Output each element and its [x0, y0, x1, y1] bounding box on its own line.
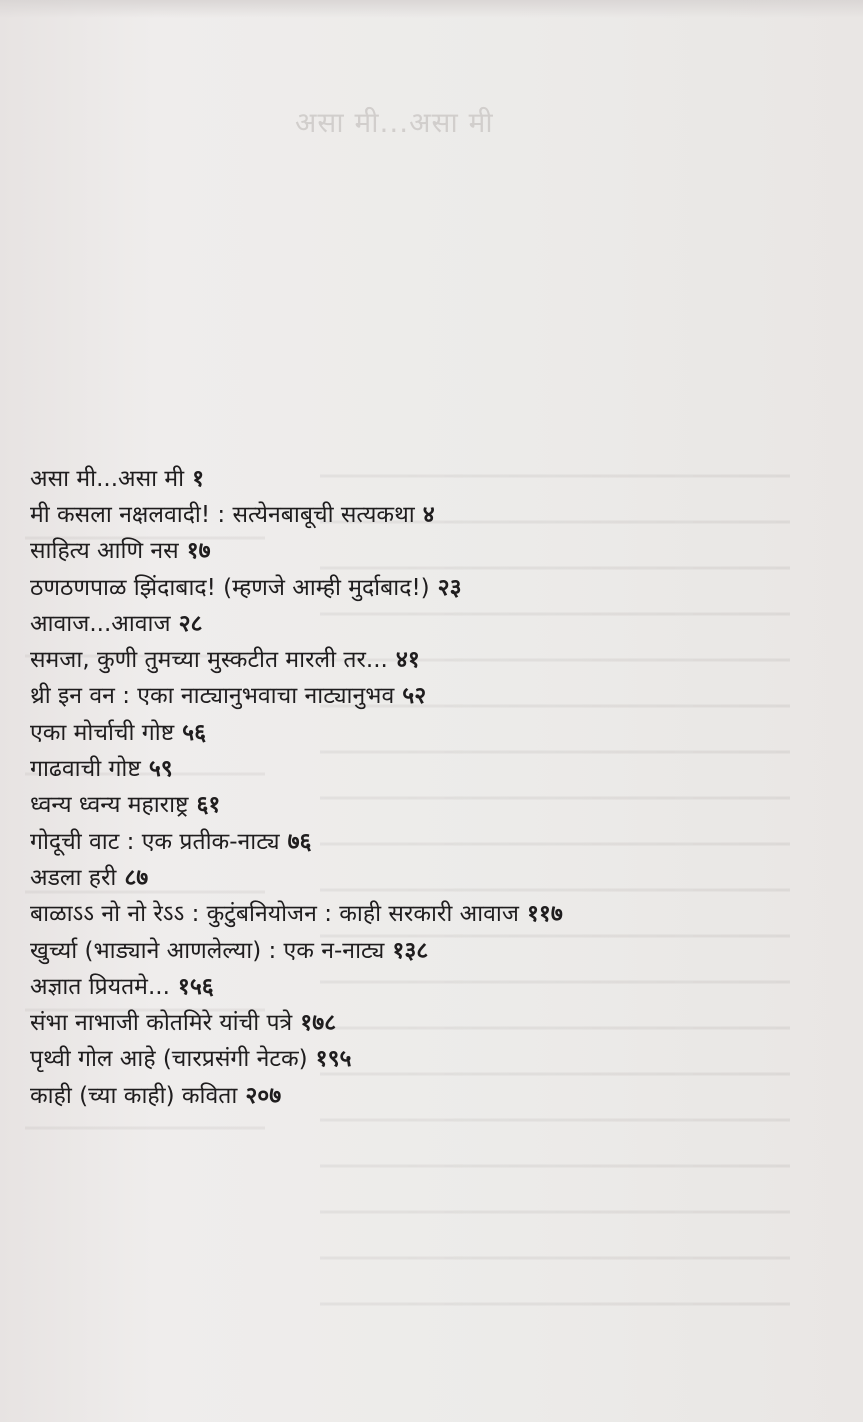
toc-entry-title: बाळाऽऽ नो नो रेऽऽ : कुटुंबनियोजन : काही सरकारी आवाज — [30, 901, 519, 928]
toc-entry — [30, 897, 820, 933]
toc-entry — [30, 824, 820, 860]
toc-entry-title: संभा नाभाजी कोतमिरे यांची पत्रे — [30, 1010, 293, 1037]
toc-entry-title: ठणठणपाळ झिंदाबाद! (म्हणजे आम्ही मुर्दाबाद!) — [30, 574, 430, 601]
toc-entry — [30, 1078, 820, 1114]
toc-entry-title: अडला हरी — [30, 864, 117, 891]
toc-entry-page: १७ — [186, 538, 211, 565]
toc-entry-title: एका मोर्चाची गोष्ट — [30, 719, 175, 746]
toc-entry — [30, 751, 820, 787]
toc-entry — [30, 461, 820, 497]
toc-entry-page: ६१ — [196, 792, 221, 819]
toc-entry-title: गाढवाची गोष्ट — [30, 756, 141, 783]
toc-entry — [30, 497, 820, 533]
toc-entry-title: ध्वन्य ध्वन्य महाराष्ट्र — [30, 792, 189, 819]
toc-entry — [30, 1042, 820, 1078]
toc-entry — [30, 969, 820, 1005]
toc-entry-page: ५६ — [182, 719, 207, 746]
toc-entry-page: १७८ — [300, 1010, 337, 1037]
toc-entry-title: थ्री इन वन : एका नाट्यानुभवाचा नाट्यानुभव — [30, 683, 395, 710]
bleed-through-heading: असा मी...असा मी — [295, 106, 494, 139]
toc-entry-title: अज्ञात प्रियतमे... — [30, 973, 170, 1000]
toc-entry — [30, 788, 820, 824]
toc-entry — [30, 1005, 820, 1041]
toc-entry — [30, 933, 820, 969]
toc-entry — [30, 715, 820, 751]
toc-entry-title: गोदूची वाट : एक प्रतीक-नाट्य — [30, 828, 280, 855]
table-of-contents — [30, 461, 820, 1114]
toc-entry-page: २८ — [178, 610, 203, 637]
toc-entry-title: आवाज...आवाज — [30, 610, 171, 637]
toc-entry-title: पृथ्वी गोल आहे (चारप्रसंगी नेटक) — [30, 1046, 308, 1073]
toc-entry-page: ८७ — [124, 864, 149, 891]
toc-entry — [30, 534, 820, 570]
toc-entry — [30, 570, 820, 606]
toc-entry-page: २०७ — [245, 1082, 282, 1109]
toc-entry-title: साहित्य आणि नस — [30, 538, 179, 565]
toc-entry — [30, 606, 820, 642]
toc-entry-title: असा मी...असा मी — [30, 465, 185, 492]
page-top-shadow — [0, 0, 863, 18]
toc-entry — [30, 642, 820, 678]
toc-entry — [30, 679, 820, 715]
toc-entry-title: मी कसला नक्षलवादी! : सत्येनबाबूची सत्यकथा — [30, 501, 415, 528]
toc-entry-title: समजा, कुणी तुमच्या मुस्कटीत मारली तर... — [30, 647, 388, 674]
toc-entry-page: ५९ — [148, 756, 173, 783]
toc-entry-page: ५२ — [402, 683, 427, 710]
toc-entry-page: ११७ — [526, 901, 563, 928]
toc-entry — [30, 860, 820, 896]
toc-entry-title: काही (च्या काही) कविता — [30, 1082, 238, 1109]
toc-entry-page: ४ — [422, 501, 435, 528]
toc-entry-page: १३८ — [392, 937, 429, 964]
toc-entry-page: १९५ — [315, 1046, 352, 1073]
toc-entry-page: १ — [192, 465, 205, 492]
toc-entry-page: २३ — [437, 574, 462, 601]
toc-entry-title: खुर्च्या (भाड्याने आणलेल्या) : एक न-नाट्य — [30, 937, 385, 964]
toc-entry-page: ७६ — [287, 828, 312, 855]
toc-entry-page: १५६ — [177, 973, 214, 1000]
toc-entry-page: ४१ — [395, 647, 420, 674]
